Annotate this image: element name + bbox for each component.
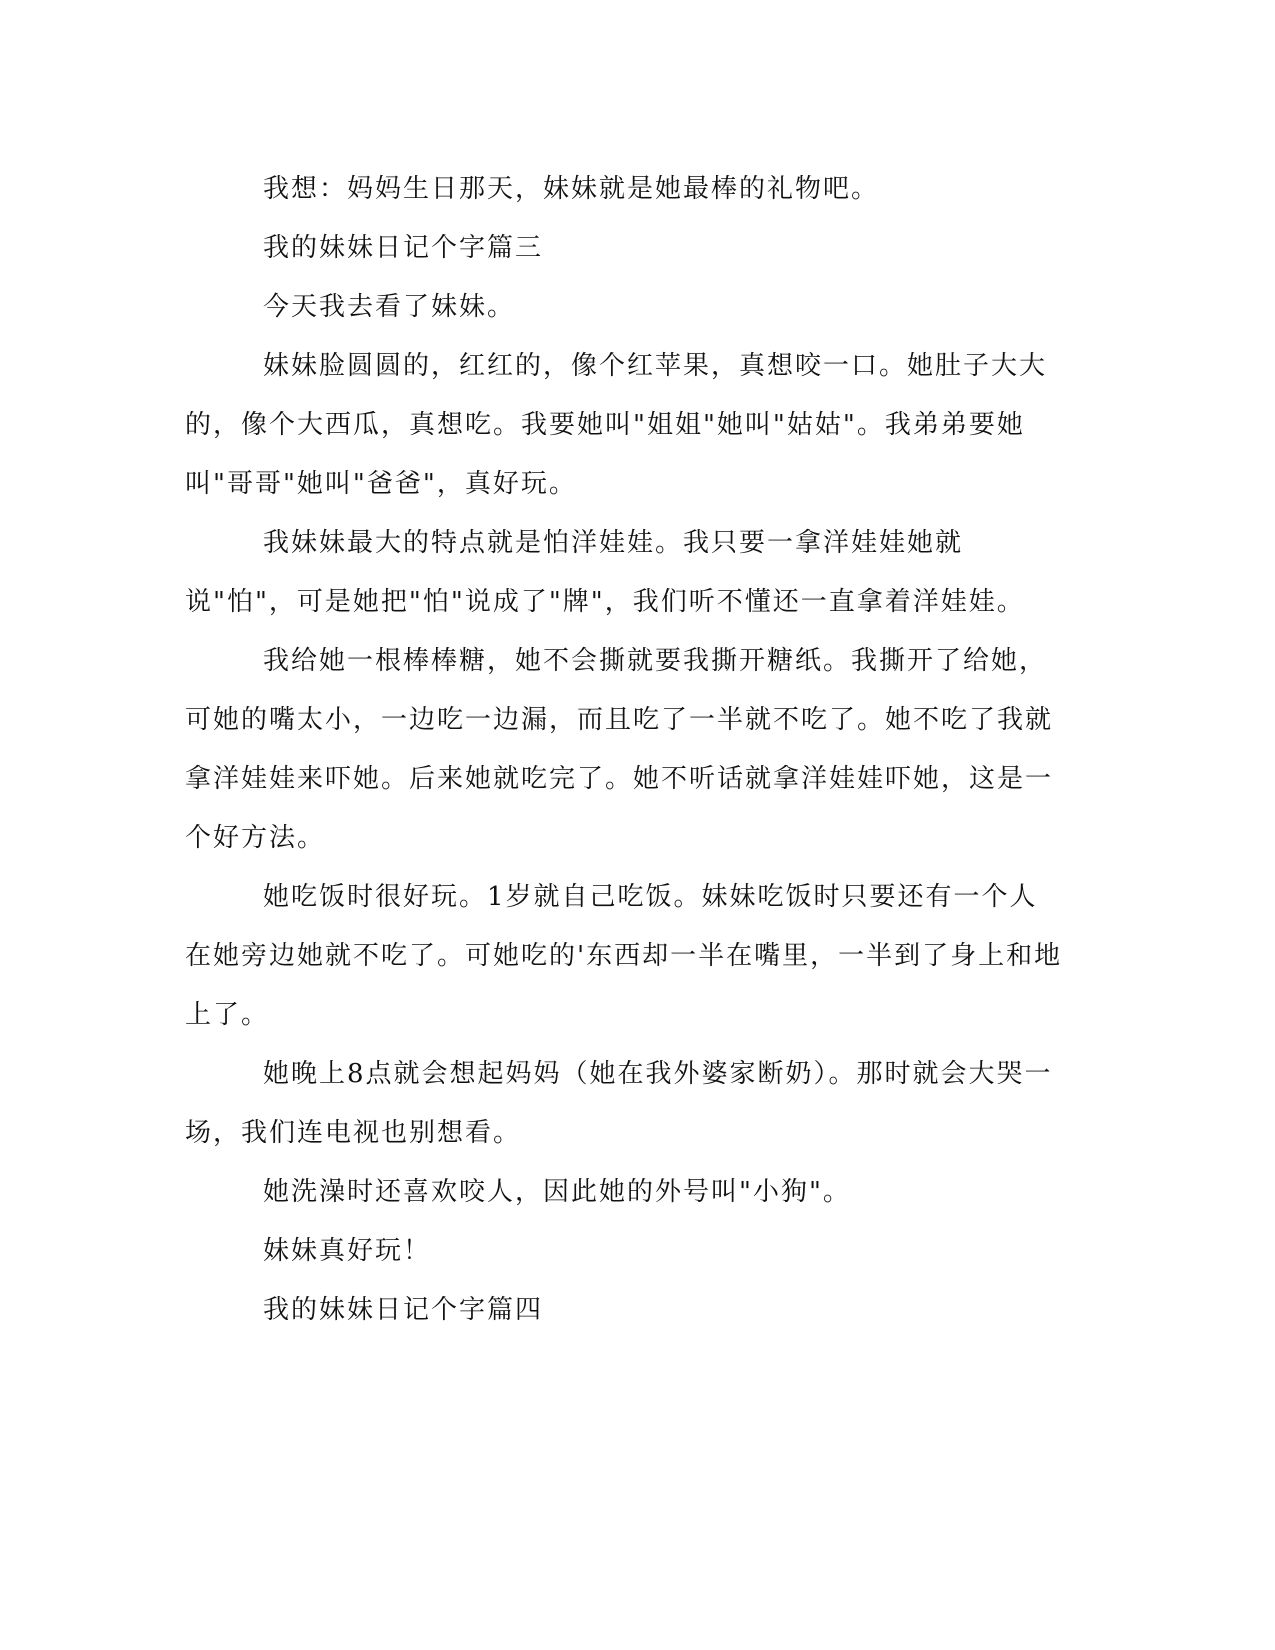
section-heading-part-three: 我的妹妹日记个字篇三	[263, 233, 544, 263]
paragraph-afraid-of-dolls: 我妹妹最大的特点就是怕洋娃娃。我只要一拿洋娃娃她就说"怕"，可是她把"怕"说成了"牌"，我们听不懂还一直拿着洋娃娃。	[185, 528, 1025, 617]
paragraph-lollipop: 我给她一根棒棒糖，她不会撕就要我撕开糖纸。我撕开了给她，可她的嘴太小，一边吃一边漏，而且吃了一半就不吃了。她不吃了我就拿洋娃娃来吓她。后来她就吃完了。她不听话就拿洋娃娃吓她，这是一个好方法。	[185, 646, 1054, 853]
paragraph-crying-at-night: 她晚上8点就会想起妈妈（她在我外婆家断奶）。那时就会大哭一场，我们连电视也别想看。	[185, 1059, 1053, 1148]
paragraph-visit-sister: 今天我去看了妹妹。	[263, 292, 516, 322]
document-body	[185, 160, 1065, 1340]
paragraph-birthday-thought: 我想：妈妈生日那天，妹妹就是她最棒的礼物吧。	[263, 174, 880, 204]
paragraph-eating: 她吃饭时很好玩。1岁就自己吃饭。妹妹吃饭时只要还有一个人在她旁边她就不吃了。可她吃的'东西却一半在嘴里，一半到了身上和地上了。	[185, 882, 1063, 1030]
paragraph-sister-appearance: 妹妹脸圆圆的，红红的，像个红苹果，真想咬一口。她肚子大大的，像个大西瓜，真想吃。我要她叫"姐姐"她叫"姑姑"。我弟弟要她叫"哥哥"她叫"爸爸"，真好玩。	[185, 351, 1048, 499]
paragraph-sister-fun: 妹妹真好玩！	[263, 1236, 432, 1266]
section-heading-part-four: 我的妹妹日记个字篇四	[263, 1295, 544, 1325]
paragraph-bath-nickname: 她洗澡时还喜欢咬人，因此她的外号叫"小狗"。	[263, 1177, 851, 1207]
